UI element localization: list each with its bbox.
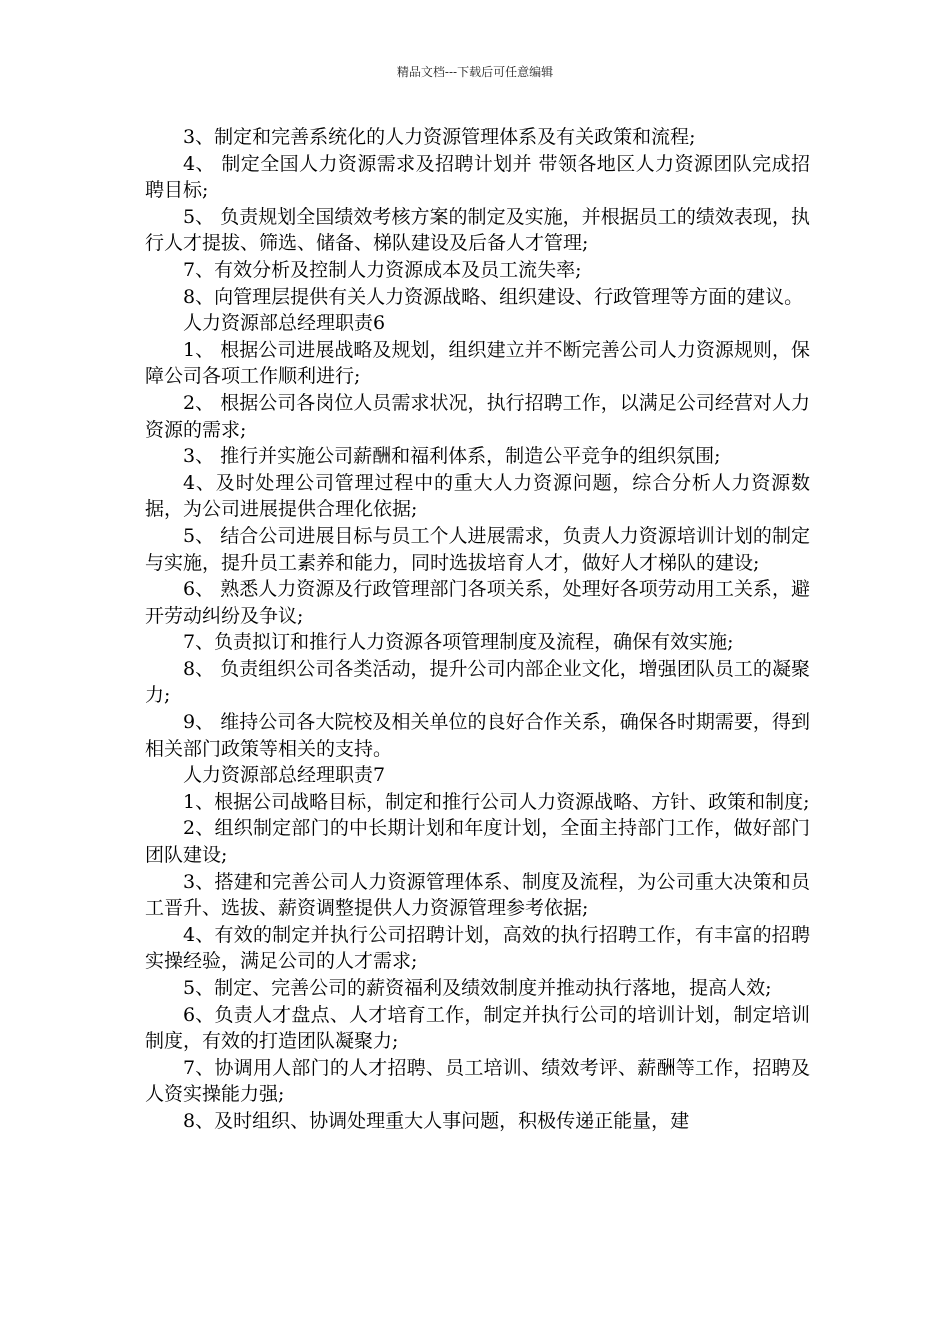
paragraph: 2、组织制定部门的中长期计划和年度计划，全面主持部门工作，做好部门团队建设; bbox=[145, 817, 810, 867]
paragraph: 4、 制定全国人力资源需求及招聘计划并 带领各地区人力资源团队完成招聘目标; bbox=[145, 152, 810, 202]
section-heading: 人力资源部总经理职责6 bbox=[183, 312, 386, 335]
page-header: 精品文档---下载后可任意编辑 bbox=[396, 65, 554, 79]
paragraph: 8、及时组织、协调处理重大人事问题，积极传递正能量，建 bbox=[183, 1109, 690, 1132]
paragraph: 9、 维持公司各大院校及相关单位的良好合作关系，确保各时期需要，得到相关部门政策等相关的支持。 bbox=[145, 711, 810, 760]
paragraph: 5、 负责规划全国绩效考核方案的制定及实施，并根据员工的绩效表现，执行人才提拔、筛选、储备、梯队建设及后备人才管理; bbox=[145, 205, 810, 255]
paragraph: 3、制定和完善系统化的人力资源管理体系及有关政策和流程; bbox=[183, 126, 696, 148]
paragraph: 8、向管理层提供有关人力资源战略、组织建设、行政管理等方面的建议。 bbox=[183, 285, 804, 308]
paragraph: 5、制定、完善公司的薪资福利及绩效制度并推动执行落地，提高人效; bbox=[183, 977, 772, 999]
paragraph: 7、协调用人部门的人才招聘、员工培训、绩效考评、薪酬等工作，招聘及人资实操能力强; bbox=[145, 1056, 810, 1106]
paragraph: 2、 根据公司各岗位人员需求状况，执行招聘工作，以满足公司经营对人力资源的需求; bbox=[145, 391, 810, 441]
paragraph: 3、 推行并实施公司薪酬和福利体系，制造公平竞争的组织氛围; bbox=[183, 445, 721, 468]
paragraph: 5、 结合公司进展目标与员工个人进展需求，负责人力资源培训计划的制定与实施，提升员工素养和能力，同时选拔培育人才，做好人才梯队的建设; bbox=[145, 524, 810, 574]
document-body bbox=[145, 124, 810, 1135]
paragraph: 4、有效的制定并执行公司招聘计划，高效的执行招聘工作，有丰富的招聘实操经验，满足公司的人才需求; bbox=[145, 923, 810, 973]
paragraph: 7、负责拟订和推行人力资源各项管理制度及流程，确保有效实施; bbox=[183, 631, 734, 654]
paragraph: 8、 负责组织公司各类活动，提升公司内部企业文化，增强团队员工的凝聚力; bbox=[145, 657, 810, 707]
paragraph: 7、有效分析及控制人力资源成本及员工流失率; bbox=[183, 258, 582, 281]
paragraph: 1、根据公司战略目标，制定和推行公司人力资源战略、方针、政策和制度; bbox=[183, 790, 810, 813]
paragraph: 1、 根据公司进展战略及规划，组织建立并不断完善公司人力资源规则，保障公司各项工作顺利进行; bbox=[145, 338, 810, 388]
paragraph: 6、负责人才盘点、人才培育工作，制定并执行公司的培训计划，制定培训制度，有效的打造团队凝聚力; bbox=[145, 1003, 810, 1053]
section-heading: 人力资源部总经理职责7 bbox=[183, 764, 386, 787]
paragraph: 4、及时处理公司管理过程中的重大人力资源问题，综合分析人力资源数据，为公司进展提供合理化依据; bbox=[145, 471, 810, 521]
paragraph: 6、 熟悉人力资源及行政管理部门各项关系，处理好各项劳动用工关系，避开劳动纠纷及争议; bbox=[145, 578, 810, 627]
paragraph: 3、搭建和完善公司人力资源管理体系、制度及流程，为公司重大决策和员工晋升、选拔、薪资调整提供人力资源管理参考依据; bbox=[145, 870, 810, 920]
